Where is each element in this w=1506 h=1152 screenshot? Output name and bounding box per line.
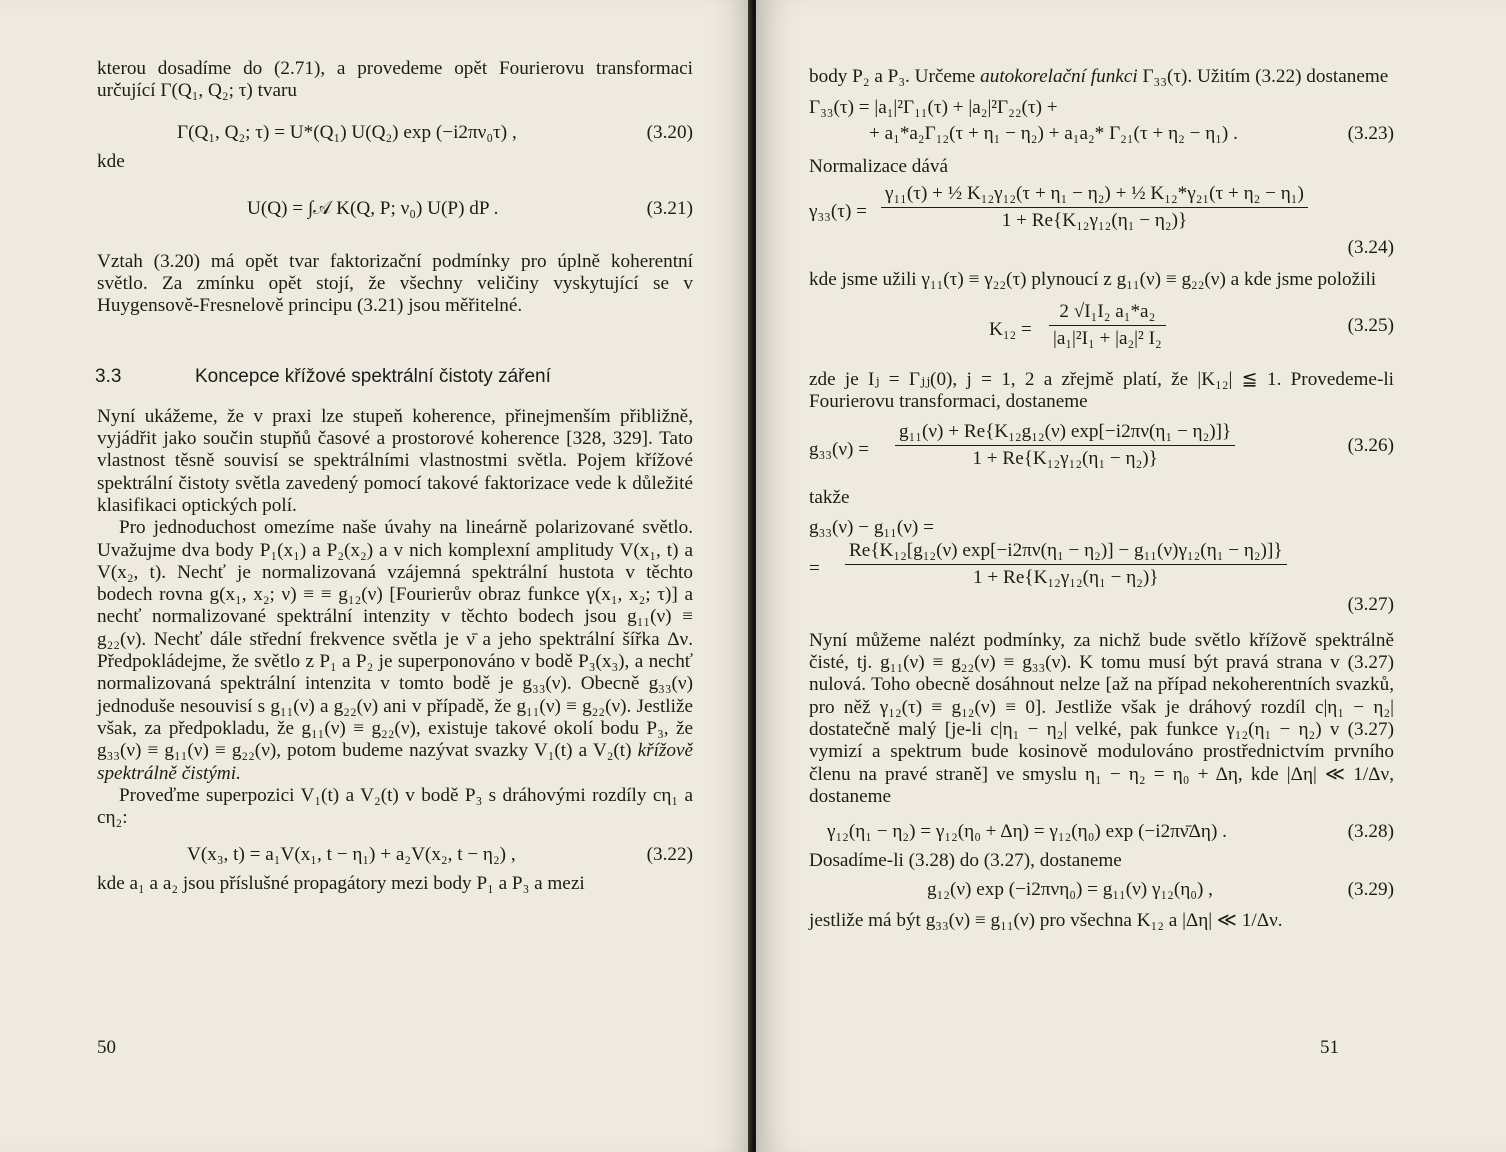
equation-3-23-number: (3.23) (1347, 123, 1394, 145)
equation-3-26-denominator: 1 + Re{K₁₂γ₁₂(η₁ − η₂)} (972, 448, 1158, 470)
equation-3-25 (809, 299, 1394, 365)
equation-3-27-line-1 (809, 514, 1394, 540)
equation-3-27-frac (845, 540, 1287, 589)
equation-3-24-frac (881, 183, 1308, 232)
paragraph-zde: zde je Iⱼ = Γⱼⱼ(0), j = 1, 2 a zřejmě platí, že |K₁₂| ≦ 1. Provedeme-li Fourierovu transformaci, dostaneme (809, 368, 1394, 413)
equation-3-29-number: (3.29) (1347, 879, 1394, 901)
equation-3-25-lhs: K₁₂ = (989, 318, 1032, 340)
paragraph-dosadime: Dosadíme-li (3.28) do (3.27), dostaneme (809, 850, 1122, 872)
equation-3-24-lhs: γ₃₃(τ) = (809, 200, 867, 222)
equation-3-23-line-2 (809, 120, 1394, 150)
page-number-left: 50 (97, 1037, 116, 1058)
paragraph-normalizace: Normalizace dává (809, 156, 949, 178)
paragraph-body-emphasis: autokorelační funkci (980, 66, 1138, 87)
page-number-right: 51 (1320, 1037, 1339, 1058)
paragraph-pro-jednoduchost (97, 517, 693, 785)
equation-3-28-body: γ₁₂(η₁ − η₂) = γ₁₂(η₀ + Δη) = γ₁₂(η₀) exp (−i2πν̄Δη) . (827, 821, 1227, 843)
equation-3-26-lhs: g₃₃(ν) = (809, 439, 870, 461)
paragraph-pro-text: Pro jednoduchost omezíme naše úvahy na lineárně polarizované světlo. Uvažujme dva body P₁(x₁) a P₂(x₂) a v nich komplexní amplitudy V(x₁, t) a V(x₂, t). Nechť je normalizovaná vzájemná spektrální hustota v těchto bodech rovna g(x₁, x₂; ν) ≡ ≡ g₁₂(ν) [Fourierův obraz funkce γ(x₁, x₂; τ)] a nechť normalizované spektrální intenzity v těchto bodech jsou g₁₁(ν) ≡ g₂₂(ν). Nechť dále střední frekvence světla je ν̄ a jeho spektrální šířka Δν. Předpokládejme, že světlo z P₁ a P₂ je superponováno v bodě P₃(x₃), a nechť normalizovaná spektrální intenzita v tomto bodě je g₃₃(ν). Obecně g₃₃(ν) jednoduše nesouvisí s g₁₁(ν) a g₂₂(ν) ani v případě, že g₁₁(ν) ≡ g₂₂(ν). Jestliže však, za předpokladu, že g₁₁(ν) ≡ g₂₂(ν), existuje takové okolí bodu P₃, že g₃₃(ν) ≡ g₁₁(ν) ≡ g₂₂(ν), potom budeme nazývat svazky V₁(t) a V₂(t) (97, 517, 693, 762)
equation-3-22-number: (3.22) (646, 844, 693, 866)
equation-3-23-line-1 (809, 94, 1394, 120)
section-number: 3.3 (95, 365, 122, 387)
equation-3-26-numerator: g₁₁(ν) + Re{K₁₂g₁₂(ν) exp[−i2πν(η₁ − η₂)]} (895, 421, 1235, 446)
equation-3-23-line-1-body: Γ₃₃(τ) = |a₁|²Γ₁₁(τ) + |a₂|²Γ₂₂(τ) + (809, 97, 1058, 119)
right-text-column (809, 66, 1394, 933)
equation-3-24 (809, 179, 1394, 265)
equation-3-21-number: (3.21) (646, 197, 693, 219)
paragraph-body-text-2: Γ₃₃(τ). Užitím (3.22) dostaneme (1142, 66, 1389, 87)
equation-3-23-line-2-body: + a₁*a₂Γ₁₂(τ + η₁ − η₂) + a₁a₂* Γ₂₁(τ + η₂ − η₁) . (869, 123, 1238, 145)
equation-3-24-number: (3.24) (1347, 236, 1394, 258)
paragraph-kde-jsme: kde jsme užili γ₁₁(τ) ≡ γ₂₂(τ) plynoucí z g₁₁(ν) ≡ g₂₂(ν) a kde jsme položili (809, 268, 1377, 290)
equation-3-24-numerator: γ₁₁(τ) + ½ K₁₂γ₁₂(τ + η₁ − η₂) + ½ K₁₂*γ₂₁(τ + η₂ − η₁) (881, 183, 1308, 208)
paragraph-pro-emphasis: křížově spektrálně čistými. (97, 740, 694, 784)
equation-3-26 (809, 419, 1394, 485)
equation-3-27-lhs: g₃₃(ν) − g₁₁(ν) = (809, 516, 934, 538)
left-text-column (97, 58, 693, 896)
paragraph-jestlize: jestliže má být g₃₃(ν) ≡ g₁₁(ν) pro všechna K₁₂ a |Δη| ≪ 1/Δν. (809, 910, 1283, 932)
equation-3-21-body: U(Q) = ∫𝒜 K(Q, P; ν₀) U(P) dP . (247, 197, 499, 219)
equation-3-29-body: g₁₂(ν) exp (−i2πνη₀) = g₁₁(ν) γ₁₂(η₀) , (927, 879, 1213, 901)
equation-3-26-fraction (895, 421, 1235, 470)
equation-3-27-fraction (845, 540, 1287, 589)
equation-3-28-number: (3.28) (1347, 821, 1394, 843)
equation-3-25-denominator: |a₁|²I₁ + |a₂|² I₂ (1053, 327, 1162, 349)
equation-3-27-numerator: Re{K₁₂[g₁₂(ν) exp[−i2πν(η₁ − η₂)] − g₁₁(ν)γ₁₂(η₁ − η₂)]} (845, 540, 1287, 565)
equation-3-28 (809, 818, 1394, 848)
equation-3-24-denominator: 1 + Re{K₁₂γ₁₂(η₁ − η₂)} (1001, 209, 1188, 231)
equation-3-25-number: (3.25) (1347, 314, 1394, 336)
section-title: Koncepce křížové spektrální čistoty záření (195, 365, 551, 387)
equation-3-27 (809, 540, 1394, 622)
equation-3-24-fraction (881, 183, 1308, 232)
equation-3-27-denominator: 1 + Re{K₁₂γ₁₂(η₁ − η₂)} (973, 566, 1159, 588)
equation-3-27-equals: = (809, 557, 820, 579)
equation-3-22-body: V(x₃, t) = a₁V(x₁, t − η₁) + a₂V(x₂, t − η₂) , (187, 844, 516, 866)
equation-3-20 (97, 119, 693, 149)
equation-3-21 (97, 195, 693, 239)
paragraph-nyni: Nyní ukážeme, že v praxi lze stupeň koherence, přinejmenším přibližně, vyjádřit jako součin stupňů časové a prostorové koherence [328, 329]. Tato vlastnost těsně souvisí se spektrálními vlastnostmi světla. Pojem křížové spektrální čistoty světla zavedený pomocí takové faktorizace vede k důležité klasifikaci optických polí. (97, 405, 693, 516)
paragraph-nyni-muzeme: Nyní můžeme nalézt podmínky, za nichž bude světlo křížově spektrálně čisté, tj. g₁₁(ν) ≡ g₂₂(ν) ≡ g₃₃(ν). K tomu musí být pravá strana v (3.27) nulová. Toho obecně dosáhnout nelze [až na případ nekoherentních svazků, pro něž γ₁₂(τ) ≡ g₁₂(ν) ≡ 0]. Jestliže však je dráhový rozdíl c|η₁ − η₂| dostatečně malý [je-li c|η₁ − η₂| velké, pak funkce γ₁₂(η₁ − η₂) v (3.27) vymizí a spektrum bude kosinově modulováno prostřednictvím prvního členu na pravé straně] ve smyslu η₁ − η₂ = η₀ + Δη, kde |Δη| ≪ 1/Δν, dostaneme (809, 629, 1394, 807)
left-page (0, 0, 752, 1152)
equation-3-26-number: (3.26) (1347, 435, 1394, 457)
equation-3-29 (809, 876, 1394, 906)
paragraph-body-text-1: body P₂ a P₃. Určeme (809, 66, 976, 87)
paragraph-body (809, 66, 1394, 88)
equation-3-26-frac (895, 421, 1235, 470)
equation-3-25-fraction (1049, 301, 1166, 350)
equation-3-25-frac (1049, 301, 1166, 350)
paragraph-takze: takže (809, 487, 850, 509)
paragraph-kde-a: kde a₁ a a₂ jsou příslušné propagátory mezi body P₁ a P₃ a mezi (97, 873, 585, 895)
paragraph-provedme: Proveďme superpozici V₁(t) a V₂(t) v bodě P₃ s dráhovými rozdíly cη₁ a cη₂: (97, 784, 693, 829)
paragraph-vztah: Vztah (3.20) má opět tvar faktorizační podmínky pro úplně koherentní světlo. Za zmínku opět stojí, že všechny veličiny vyskytující se v Huygensově-Fresnelově principu (3.21) jsou měřitelné. (97, 250, 693, 317)
right-page (756, 0, 1506, 1152)
kde-label: kde (97, 150, 125, 172)
equation-3-25-numerator: 2 √I₁I₂ a₁*a₂ (1049, 301, 1166, 326)
equation-3-20-number: (3.20) (646, 121, 693, 143)
paragraph-intro: kterou dosadíme do (2.71), a provedeme opět Fourierovu transformaci určující Γ(Q₁, Q₂; τ) tvaru (97, 58, 693, 102)
equation-3-20-body: Γ(Q₁, Q₂; τ) = U*(Q₁) U(Q₂) exp (−i2πν₀τ) , (177, 121, 517, 143)
section-heading (95, 366, 693, 388)
equation-3-27-number: (3.27) (1347, 593, 1394, 615)
equation-3-22 (97, 841, 693, 871)
